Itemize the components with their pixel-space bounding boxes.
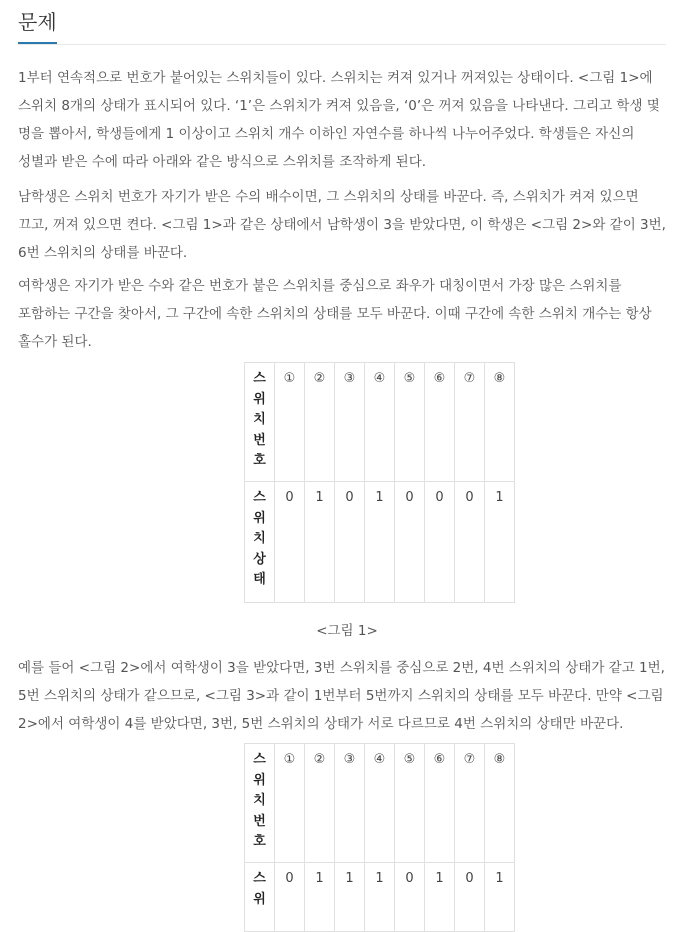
header-char: 스	[253, 490, 266, 505]
switch-state-cell: 0	[455, 482, 485, 603]
switch-number-cell: ①	[275, 744, 305, 863]
figure-1-caption: <그림 1>	[316, 623, 378, 639]
switch-state-cell: 0	[455, 863, 485, 932]
switch-state-cell: 0	[395, 482, 425, 603]
header-char: 위	[253, 772, 266, 788]
figure-1-table	[244, 362, 515, 603]
switch-number-cell: ⑧	[485, 363, 515, 482]
header-char: 호	[253, 453, 266, 468]
header-char: 번	[253, 813, 266, 829]
switch-number-cell: ⑧	[485, 744, 515, 863]
problem-paragraph-1: 1부터 연속적으로 번호가 붙어있는 스위치들이 있다. 스위치는 켜져 있거나 꺼져있는 상태이다. <그림 1>에 스위치 8개의 상태가 표시되어 있다. ‘1’은 스위치가 켜져 있음을, ‘0’은 꺼져 있음을 나타낸다. 그리고 학생 몇 명을 뽑아서, 학생들에게 1 이상이고 스위치 개수 이하인 자연수를 하나씩 나누어주었다. 학생들은 자신의 성별과 받은 수에 따라 아래와 같은 방식으로 스위치를 조작하게 된다.	[18, 70, 660, 170]
switch-number-cell: ⑥	[425, 744, 455, 863]
switch-number-cell: ②	[305, 363, 335, 482]
row-header-switch-number	[245, 744, 275, 863]
switch-state-cell: 0	[275, 482, 305, 603]
section-title: 문제	[18, 8, 57, 44]
problem-paragraph-2: 남학생은 스위치 번호가 자기가 받은 수의 배수이면, 그 스위치의 상태를 바꾼다. 즉, 스위치가 켜져 있으면 끄고, 꺼져 있으면 켠다. <그림 1>과 같은 상태에서 남학생이 3을 받았다면, 이 학생은 <그림 2>와 같이 3번, 6번 스위치의 상태를 바꾼다.	[18, 189, 666, 261]
switch-number-cell: ⑤	[395, 744, 425, 863]
switch-state-cell: 1	[305, 482, 335, 603]
switch-number-row	[245, 363, 515, 482]
switch-number-row	[245, 744, 515, 863]
switch-state-cell: 1	[335, 863, 365, 932]
header-char: 번	[253, 432, 266, 448]
header-char: 위	[253, 891, 266, 907]
problem-paragraph-4: 예를 들어 <그림 2>에서 여학생이 3을 받았다면, 3번 스위치를 중심으로 2번, 4번 스위치의 상태가 같고 1번, 5번 스위치의 상태가 같으므로, <그림 3>과 같이 1번부터 5번까지 스위치의 상태를 모두 바꾼다. 만약 <그림 2>에서 여학생이 4를 받았다면, 3번, 5번 스위치의 상태가 서로 다르므로 4번 스위치의 상태만 바꾼다.	[18, 660, 665, 732]
header-char: 호	[253, 834, 266, 849]
switch-number-cell: ⑥	[425, 363, 455, 482]
header-char: 위	[253, 391, 266, 407]
switch-number-cell: ①	[275, 363, 305, 482]
switch-state-cell: 1	[305, 863, 335, 932]
switch-state-cell: 0	[395, 863, 425, 932]
switch-number-cell: ③	[335, 363, 365, 482]
switch-state-row	[245, 482, 515, 603]
switch-state-cell: 1	[425, 863, 455, 932]
header-char: 스	[253, 752, 266, 767]
header-char: 치	[253, 793, 266, 808]
switch-state-cell: 0	[335, 482, 365, 603]
header-char: 태	[253, 572, 266, 587]
row-header-switch-number	[245, 363, 275, 482]
switch-state-cell: 1	[365, 482, 395, 603]
section-heading	[18, 8, 666, 45]
row-header-switch-state	[245, 863, 275, 932]
switch-number-cell: ⑦	[455, 744, 485, 863]
switch-state-row	[245, 863, 515, 932]
switch-number-cell: ⑦	[455, 363, 485, 482]
row-header-switch-state	[245, 482, 275, 603]
switch-state-cell: 1	[485, 482, 515, 603]
header-char: 상	[253, 551, 266, 567]
problem-paragraph-3: 여학생은 자기가 받은 수와 같은 번호가 붙은 스위치를 중심으로 좌우가 대칭이면서 가장 많은 스위치를 포함하는 구간을 찾아서, 그 구간에 속한 스위치의 상태를 모두 바꾼다. 이때 구간에 속한 스위치 개수는 항상 홀수가 된다.	[18, 278, 652, 350]
switch-state-cell: 1	[485, 863, 515, 932]
header-char: 스	[253, 371, 266, 386]
switch-state-cell: 0	[275, 863, 305, 932]
switch-number-cell: ⑤	[395, 363, 425, 482]
switch-number-cell: ③	[335, 744, 365, 863]
header-char: 스	[253, 871, 266, 886]
switch-number-cell: ④	[365, 363, 395, 482]
switch-number-cell: ②	[305, 744, 335, 863]
switch-state-cell: 0	[425, 482, 455, 603]
switch-number-cell: ④	[365, 744, 395, 863]
header-char: 위	[253, 510, 266, 526]
figure-2-table	[244, 743, 515, 932]
switch-state-cell: 1	[365, 863, 395, 932]
header-char: 치	[253, 412, 266, 427]
header-char: 치	[253, 531, 266, 546]
